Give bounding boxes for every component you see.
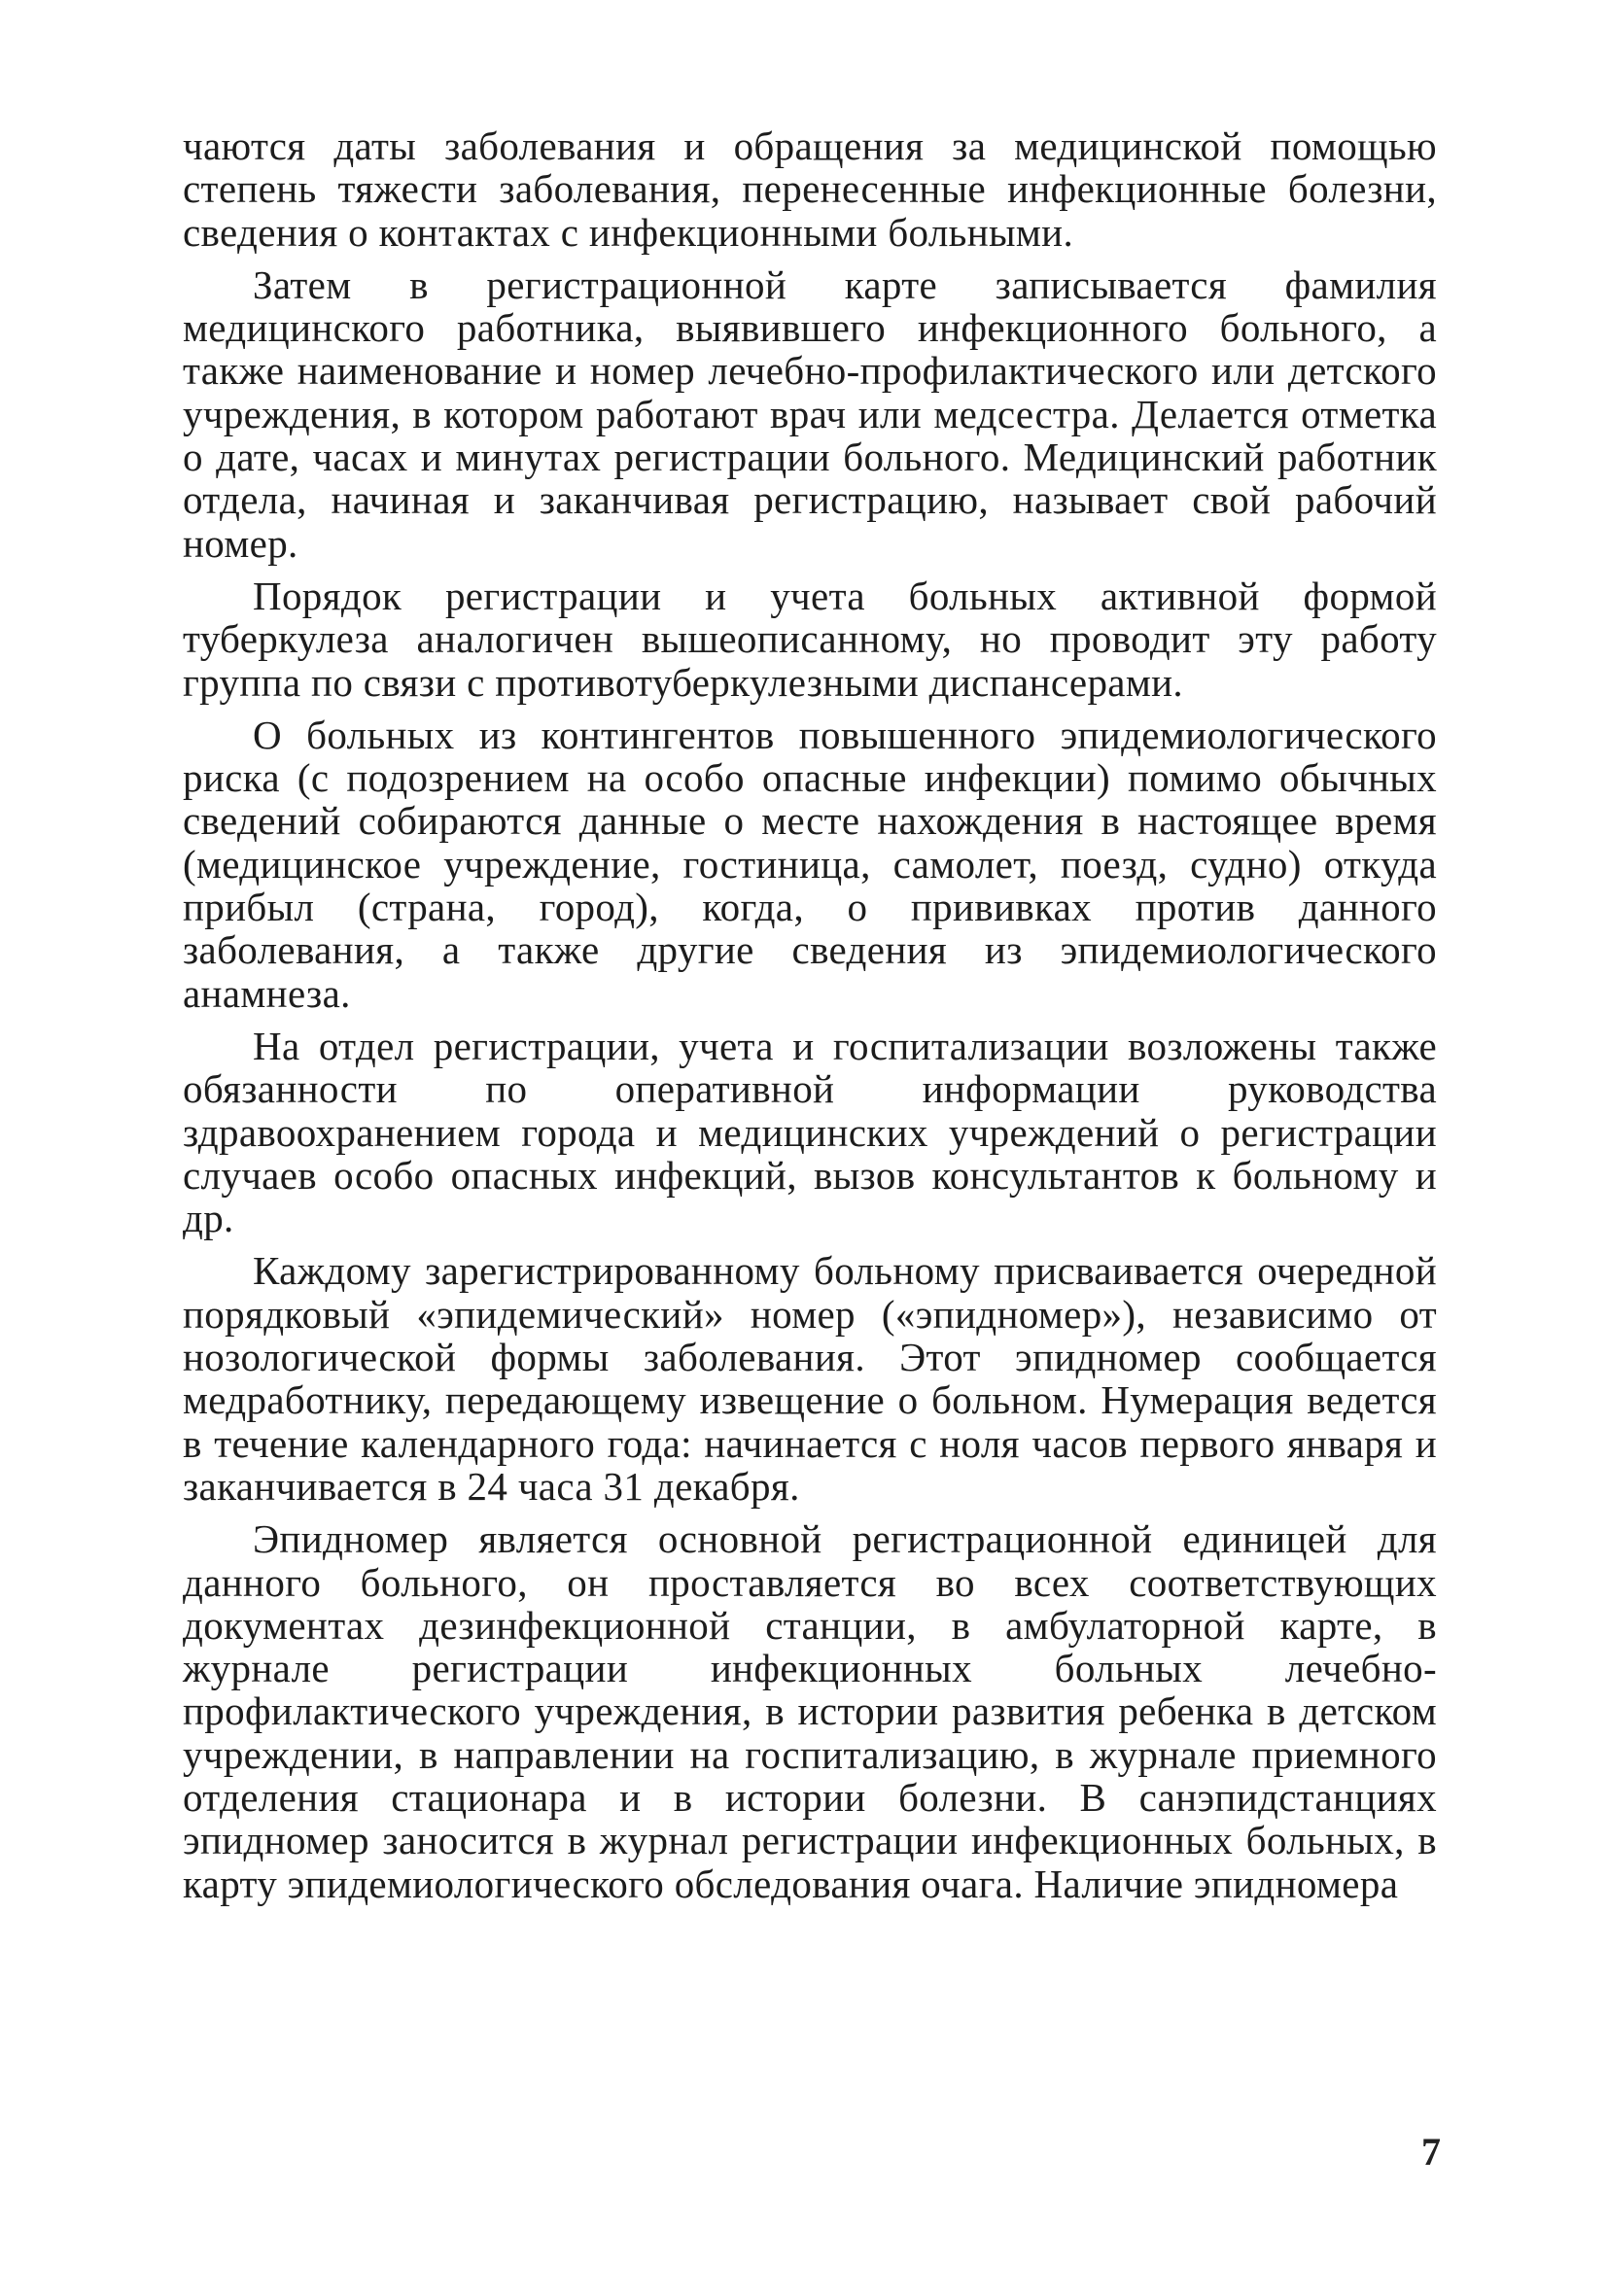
body-text xyxy=(183,124,1437,1915)
paragraph-4: О больных из контингентов повышенного эпидемиологического риска (с подозрением на особо опасные инфекции) помимо обычных сведений собираются данные о месте нахождения в настоящее время (медицинское учреждение, гостиница, самолет, поезд, судно) откуда прибыл (страна, город), когда, о прививках против данного заболевания, а также другие сведения из эпидемиологического анамнеза. xyxy=(183,712,1437,1016)
paragraph-7: Эпидномер является основной регистрационной единицей для данного больного, он проставляется во всех соответствующих документах дезинфекционной станции, в амбулаторной карте, в журнале регистрации инфекционных больных лечебно-профилактического учреждения, в истории развития ребенка в детском учреждении, в направлении на госпитализацию, в журнале приемного отделения стационара и в истории болезни. В санэпидстанциях эпидномер заносится в журнал регистрации инфекционных больных, в карту эпидемиологического обследования очага. Наличие эпидномера xyxy=(183,1516,1437,1906)
paragraph-2: Затем в регистрационной карте записывается фамилия медицинского работника, выявившего инфекционного больного, а также наименование и номер лечебно-профилактического или детского учреждения, в котором работают врач или медсестра. Делается отметка о дате, часах и минутах регистрации больного. Медицинский работник отдела, начиная и заканчивая регистрацию, называет свой рабочий номер. xyxy=(183,261,1437,566)
paragraph-5: На отдел регистрации, учета и госпитализации возложены также обязанности по оперативной информации руководства здравоохранением города и медицинских учреждений о регистрации случаев особо опасных инфекций, вызов консультантов к больному и др. xyxy=(183,1023,1437,1241)
paragraph-1: чаются даты заболевания и обращения за медицинской помощью степень тяжести заболевания, перенесенные инфекционные болезни, сведения о контактах с инфекционными больными. xyxy=(183,123,1437,255)
paragraph-3: Порядок регистрации и учета больных активной формой туберкулеза аналогичен вышеописанному, но проводит эту работу группа по связи с противотуберкулезными диспансерами. xyxy=(183,573,1437,705)
page-number: 7 xyxy=(1421,2130,1441,2174)
paragraph-6: Каждому зарегистрированному больному присваивается очередной порядковый «эпидемический» номер («эпидномер»), независимо от нозологической формы заболевания. Этот эпидномер сообщается медработнику, передающему извещение о больном. Нумерация ведется в течение календарного года: начинается с ноля часов первого января и заканчивается в 24 часа 31 декабря. xyxy=(183,1248,1437,1509)
